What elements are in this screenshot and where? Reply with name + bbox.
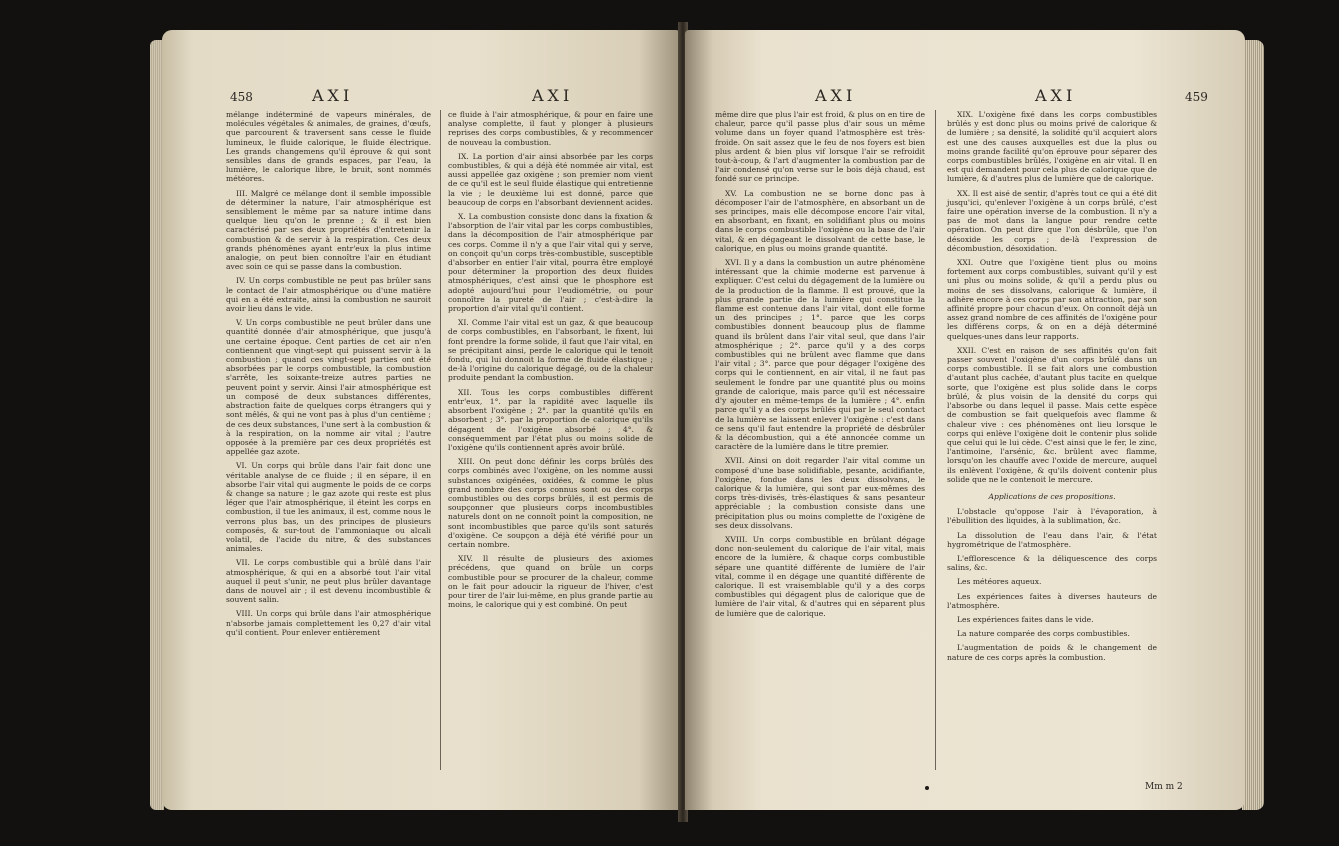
paragraph: XX. Il est aisé de sentir, d'après tout ce qui a été dit jusqu'ici, qu'enlever l'oxigène à un corps brûlé, c'est faire une opération inverse de la combustion. Il n'y a pas de mot dans la langue pour rendre cette opération. On peut dire que l'on désbrûle, que l'on désoxide les corps ; de-là l'expression de décombustion, désoxidation. <box>947 188 1157 253</box>
signature-mark: Mm m 2 <box>1145 782 1183 792</box>
column-rule <box>935 110 936 770</box>
list-item: La dissolution de l'eau dans l'air, & l'état hygrométrique de l'atmosphère. <box>947 530 1157 549</box>
left-page-column-2 <box>448 110 653 614</box>
list-item: Les expériences faites à diverses hauteurs de l'atmosphère. <box>947 591 1157 610</box>
paragraph: ce fluide à l'air atmosphérique, & pour en faire une analyse complette, il faut y plonger à plusieurs reprises des corps combustibles, & y recommencer de nouveau la combustion. <box>448 110 653 147</box>
list-item: L'augmentation de poids & le changement de nature de ces corps après la combustion. <box>947 643 1157 662</box>
left-page <box>162 30 680 810</box>
paragraph: XIV. Il résulte de plusieurs des axiomes précédens, que quand on brûle un corps combustible pour se procurer de la chaleur, comme on le fait pour adoucir la rigueur de l'hiver, c'est pour tirer de l'air lui-même, en plus grande partie au moins, le calorique qui y est combiné. On peut <box>448 554 653 610</box>
paragraph: VII. Le corps combustible qui a brûlé dans l'air atmosphérique, & qui en a absorbé tout l'air vital auquel il peut s'unir, ne peut plus brûler davantage dans de nouvel air ; il est devenu incombustible & souvent salin. <box>226 558 431 605</box>
paragraph: III. Malgré ce mélange dont il semble impossible de déterminer la nature, l'air atmosphérique est sensiblement le même par sa nature intime dans quelque lieu qu'on le prenne ; & il est bien caractérisé par ses deux propriétés d'entretenir la combustion & de servir à la respiration. Ces deux grands phénomènes ayant entr'eux la plus intime analogie, on peut bien connoître l'air en étudiant avec soin ce qui se passe dans la combustion. <box>226 188 431 272</box>
open-book <box>150 22 1270 822</box>
paragraph: VIII. Un corps qui brûle dans l'air atmosphérique n'absorbe jamais complettement les 0,27 d'air vital qu'il contient. Pour enlever entièrement <box>226 609 431 637</box>
list-item: Les expériences faites dans le vide. <box>957 614 1094 624</box>
paragraph: mélange indéterminé de vapeurs minérales, de molécules végétales & animales, de graines, d'œufs, que parcourent & traversent sans cesse le fluide lumineux, le fluide calorique, le fluide électrique. Les grands changemens qu'il éprouve & qui sont sensibles dans de grands espaces, par l'eau, la lumière, le calorique libre, le bruit, sont nommés météores. <box>226 110 431 184</box>
paragraph: XXII. C'est en raison de ses affinités qu'on fait passer souvent l'oxigène d'un corps brûlé dans un corps combustible. Il se fait alors une combustion d'autant plus cachée, d'autant plus tacite en quelque sorte, que l'oxigène est plus solide dans le corps brûlé, & plus voisin de la densité du corps qui l'absorbe ou dans lequel il passe. Mais cette espèce de combustion se fait quelquefois avec flamme & chaleur vive : ces phénomènes ont lieu lorsque le corps qui enlève l'oxigène doit le contenir plus solide que celui qui le lui cède. C'est ainsi que le fer, le zinc, l'antimoine, l'arsénic, &c. brûlent avec flamme, lorsqu'on les chauffe avec l'oxide de mercure, auquel ils enlèvent l'oxigène, & qu'ils doivent contenir plus solide que ne le contenoit le mercure. <box>947 345 1157 484</box>
running-head-right-col2: AXI <box>1035 86 1077 105</box>
paragraph: XIX. L'oxigène fixé dans les corps combustibles brûlés y est donc plus ou moins privé de calorique & de lumière ; sa densité, la solidité qu'il acquiert alors est une des causes auxquelles est due la plus ou moins grande facilité qu'on éprouve pour séparer des corps combustibles brûlés, l'oxigène en air vital. Il en est qui demandent pour cela plus de calorique que de lumière, & d'autres plus de lumière que de calorique. <box>947 110 1157 184</box>
paragraph: IV. Un corps combustible ne peut pas brûler sans le contact de l'air atmosphérique ou d'une matière qui en a été extraite, ainsi la combustion ne sauroit avoir lieu dans le vide. <box>226 276 431 314</box>
paragraph: XV. La combustion ne se borne donc pas à décomposer l'air de l'atmosphère, en absorbant un de ses principes, mais elle décompose encore l'air vital, en absorbant, en fixant, en solidifiant plus ou moins dans le corps combustible l'oxigène ou la base de l'air vital, & en dégageant le dissolvant de cette base, le calorique, en plus ou moins grande quantité. <box>715 188 925 253</box>
page-number-right: 459 <box>1185 90 1208 104</box>
list-item: Les météores aqueux. <box>957 577 1042 587</box>
paragraph: X. La combustion consiste donc dans la fixation & l'absorption de l'air vital par les corps combustibles, dans la décomposition de l'air atmosphérique par ces corps. Comme il n'y a que l'air vital qui y serve, on conçoit qu'un corps très-combustible, susceptible d'absorber en entier l'air vital, pourra être employé pour déterminer la proportion des deux fluides atmosphériques, c'est ainsi que le phosphore est adopté aujourd'hui pour l'eudiométrie, ou pour connoître la pureté de l'air ; c'est-à-dire la proportion d'air vital qu'il contient. <box>448 212 653 314</box>
right-page-edges <box>1242 40 1264 810</box>
running-head-left-col1: AXI <box>312 86 354 105</box>
paragraph: XI. Comme l'air vital est un gaz, & que beaucoup de corps combustibles, en l'absorbant, le fixent, lui font prendre la forme solide, il faut que l'air vital, en se précipitant ainsi, perde le calorique qui le tenoit fondu, qui lui donnoit la forme de fluide élastique ; de-là l'origine du calorique dégagé, ou de la chaleur produite pendant la combustion. <box>448 318 653 383</box>
paragraph: XVI. Il y a dans la combustion un autre phénomène intéressant que la chimie moderne est parvenue à expliquer. C'est celui du dégagement de la lumière ou de la production de la flamme. Il est prouvé, que la plus grande partie de la lumière qui constitue la flamme est contenue dans l'air vital, dont elle forme un des principes ; 1°. parce que les corps combustibles donnent beaucoup plus de flamme quand ils brûlent dans l'air vital seul, que dans l'air atmosphérique ; 2°. parce qu'il y a des corps combustibles qui ne brûlent avec flamme que dans l'air vital ; 3°. parce que pour dégager l'oxigène des corps qui le contiennent, en air vital, il ne faut pas seulement le fondre par une quantité plus ou moins grande de calorique, mais parce qu'il est nécessaire d'y ajouter en même-temps de la lumière ; 4°. enfin parce qu'il y a des corps brûlés qui par le seul contact de la lumière se laissent enlever l'oxigène : c'est dans ce sens qu'il faut entendre la propriété de désbrûler & la décombustion, qui a été annoncée comme un caractère de la lumière dans le titre premier. <box>715 258 925 452</box>
paragraph: V. Un corps combustible ne peut brûler dans une quantité donnée d'air atmosphérique, que jusqu'à une certaine époque. Cent parties de cet air n'en contiennent que vingt-sept qui puissent servir à la combustion ; quand ces vingt-sept parties ont été absorbées par le corps combustible, la combustion s'arrête, les soixante-treize autres parties ne peuvent point y servir. Ainsi l'air atmosphérique est un composé de deux substances différentes, abstraction faite de quelques corps étrangers qui y sont mêlés, & qui ne vont pas à plus d'un centième ; de ces deux substances, l'une sert à la combustion & à la respiration, on la nomme air vital ; l'autre opposée à la première par ces deux propriétés est appellée gaz azote. <box>226 318 431 457</box>
left-page-column-1 <box>226 110 431 642</box>
paragraph: même dire que plus l'air est froid, & plus on en tire de chaleur, parce qu'il passe plus d'air sous un même volume dans un foyer quand l'atmosphère est très-froide. On sait assez que le feu de nos foyers est bien plus ardent & bien plus vif lorsque l'air se refroidit tout-à-coup, & l'art d'augmenter la combustion par de l'air condensé qu'on verse sur le bois déjà chaud, est fondé sur ce principe. <box>715 110 925 184</box>
right-page-column-2 <box>947 110 1157 667</box>
page-dot-ornament <box>925 786 929 790</box>
paragraph: XXI. Outre que l'oxigène tient plus ou moins fortement aux corps combustibles, suivant qu'il y est uni plus ou moins solide, & qu'il a perdu plus ou moins de ses dissolvans, calorique & lumière, il adhère encore à ces corps par son attraction, par son affinité propre pour chacun d'eux. On connoît déjà un assez grand nombre de ces affinités de l'oxigène pour les différens corps, & on en a déjà déterminé quelques-unes dans leur rapports. <box>947 258 1157 341</box>
paragraph: VI. Un corps qui brûle dans l'air fait donc une véritable analyse de ce fluide ; il en sépare, il en absorbe l'air vital qui augmente le poids de ce corps & change sa nature ; le gaz azote qui reste est plus léger que l'air atmosphérique, il éteint les corps en combustion, il tue les animaux, il est, comme nous le verrons plus bas, un des principes de plusieurs composés, & sur-tout de l'ammoniaque ou alcali volatil, de l'acide du nitre, & des substances animales. <box>226 461 431 554</box>
running-head-left-col2: AXI <box>532 86 574 105</box>
running-head-right-col1: AXI <box>815 86 857 105</box>
right-page <box>685 30 1245 810</box>
paragraph: XVII. Ainsi on doit regarder l'air vital comme un composé d'une base solidifiable, pesante, acidifiante, l'oxigène, fondue dans les deux dissolvans, le calorique & la lumière, qui sont par eux-mêmes des corps très-divisés, très-élastiques & sans pesanteur appréciable ; la combustion consiste dans une précipitation plus ou moins complette de l'oxigène de ses deux dissolvans. <box>715 456 925 530</box>
list-item: L'efflorescence & la déliquescence des corps salins, &c. <box>947 553 1157 573</box>
paragraph: XIII. On peut donc définir les corps brûlés des corps combinés avec l'oxigène, on les nomme aussi substances oxigénées, oxidées, & comme le plus grand nombre des corps connus sont ou des corps combustibles ou des corps brûlés, il est permis de soupçonner que plusieurs corps incombustibles naturels dont on ne connoît point la composition, ne sont incombustibles que parce qu'ils sont saturés d'oxigène. Ce soupçon a déjà été vérifié pour un certain nombre. <box>448 457 653 549</box>
column-rule <box>440 110 441 770</box>
section-heading: Applications de ces propositions. <box>988 491 1116 501</box>
paragraph: XVIII. Un corps combustible en brûlant dégage donc non-seulement du calorique de l'air vital, mais encore de la lumière, & chaque corps combustible sépare une quantité différente de lumière de l'air vital, comme il en dégage une quantité différente de calorique. Il est vraisemblable qu'il y a des corps combustibles qui dégagent plus de calorique que de lumière de l'air vital, & d'autres qui en séparent plus de lumière que de calorique. <box>715 534 925 618</box>
list-item: L'obstacle qu'oppose l'air à l'évaporation, à l'ébullition des liquides, à la sublimation, &c. <box>947 507 1157 526</box>
paragraph: XII. Tous les corps combustibles diffèrent entr'eux, 1°. par la rapidité avec laquelle ils absorbent l'oxigène ; 2°. par la quantité qu'ils en absorbent ; 3°. par la proportion de calorique qu'ils dégagent de l'oxigène absorbé ; 4°. & conséquemment par l'état plus ou moins solide de l'oxigène qu'ils contiennent après avoir brûlé. <box>448 387 653 452</box>
list-item: La nature comparée des corps combustibles. <box>957 629 1130 639</box>
paragraph: IX. La portion d'air ainsi absorbée par les corps combustibles, & qui a déjà été nommée air vital, est aussi appellée gaz oxigène ; son premier nom vient de ce qu'il est le seul fluide élastique qui entretienne la vie ; le deuxième lui est donné, parce que beaucoup de corps en l'absorbant deviennent acides. <box>448 151 653 207</box>
right-page-column-1 <box>715 110 925 623</box>
page-number-left: 458 <box>230 90 253 104</box>
